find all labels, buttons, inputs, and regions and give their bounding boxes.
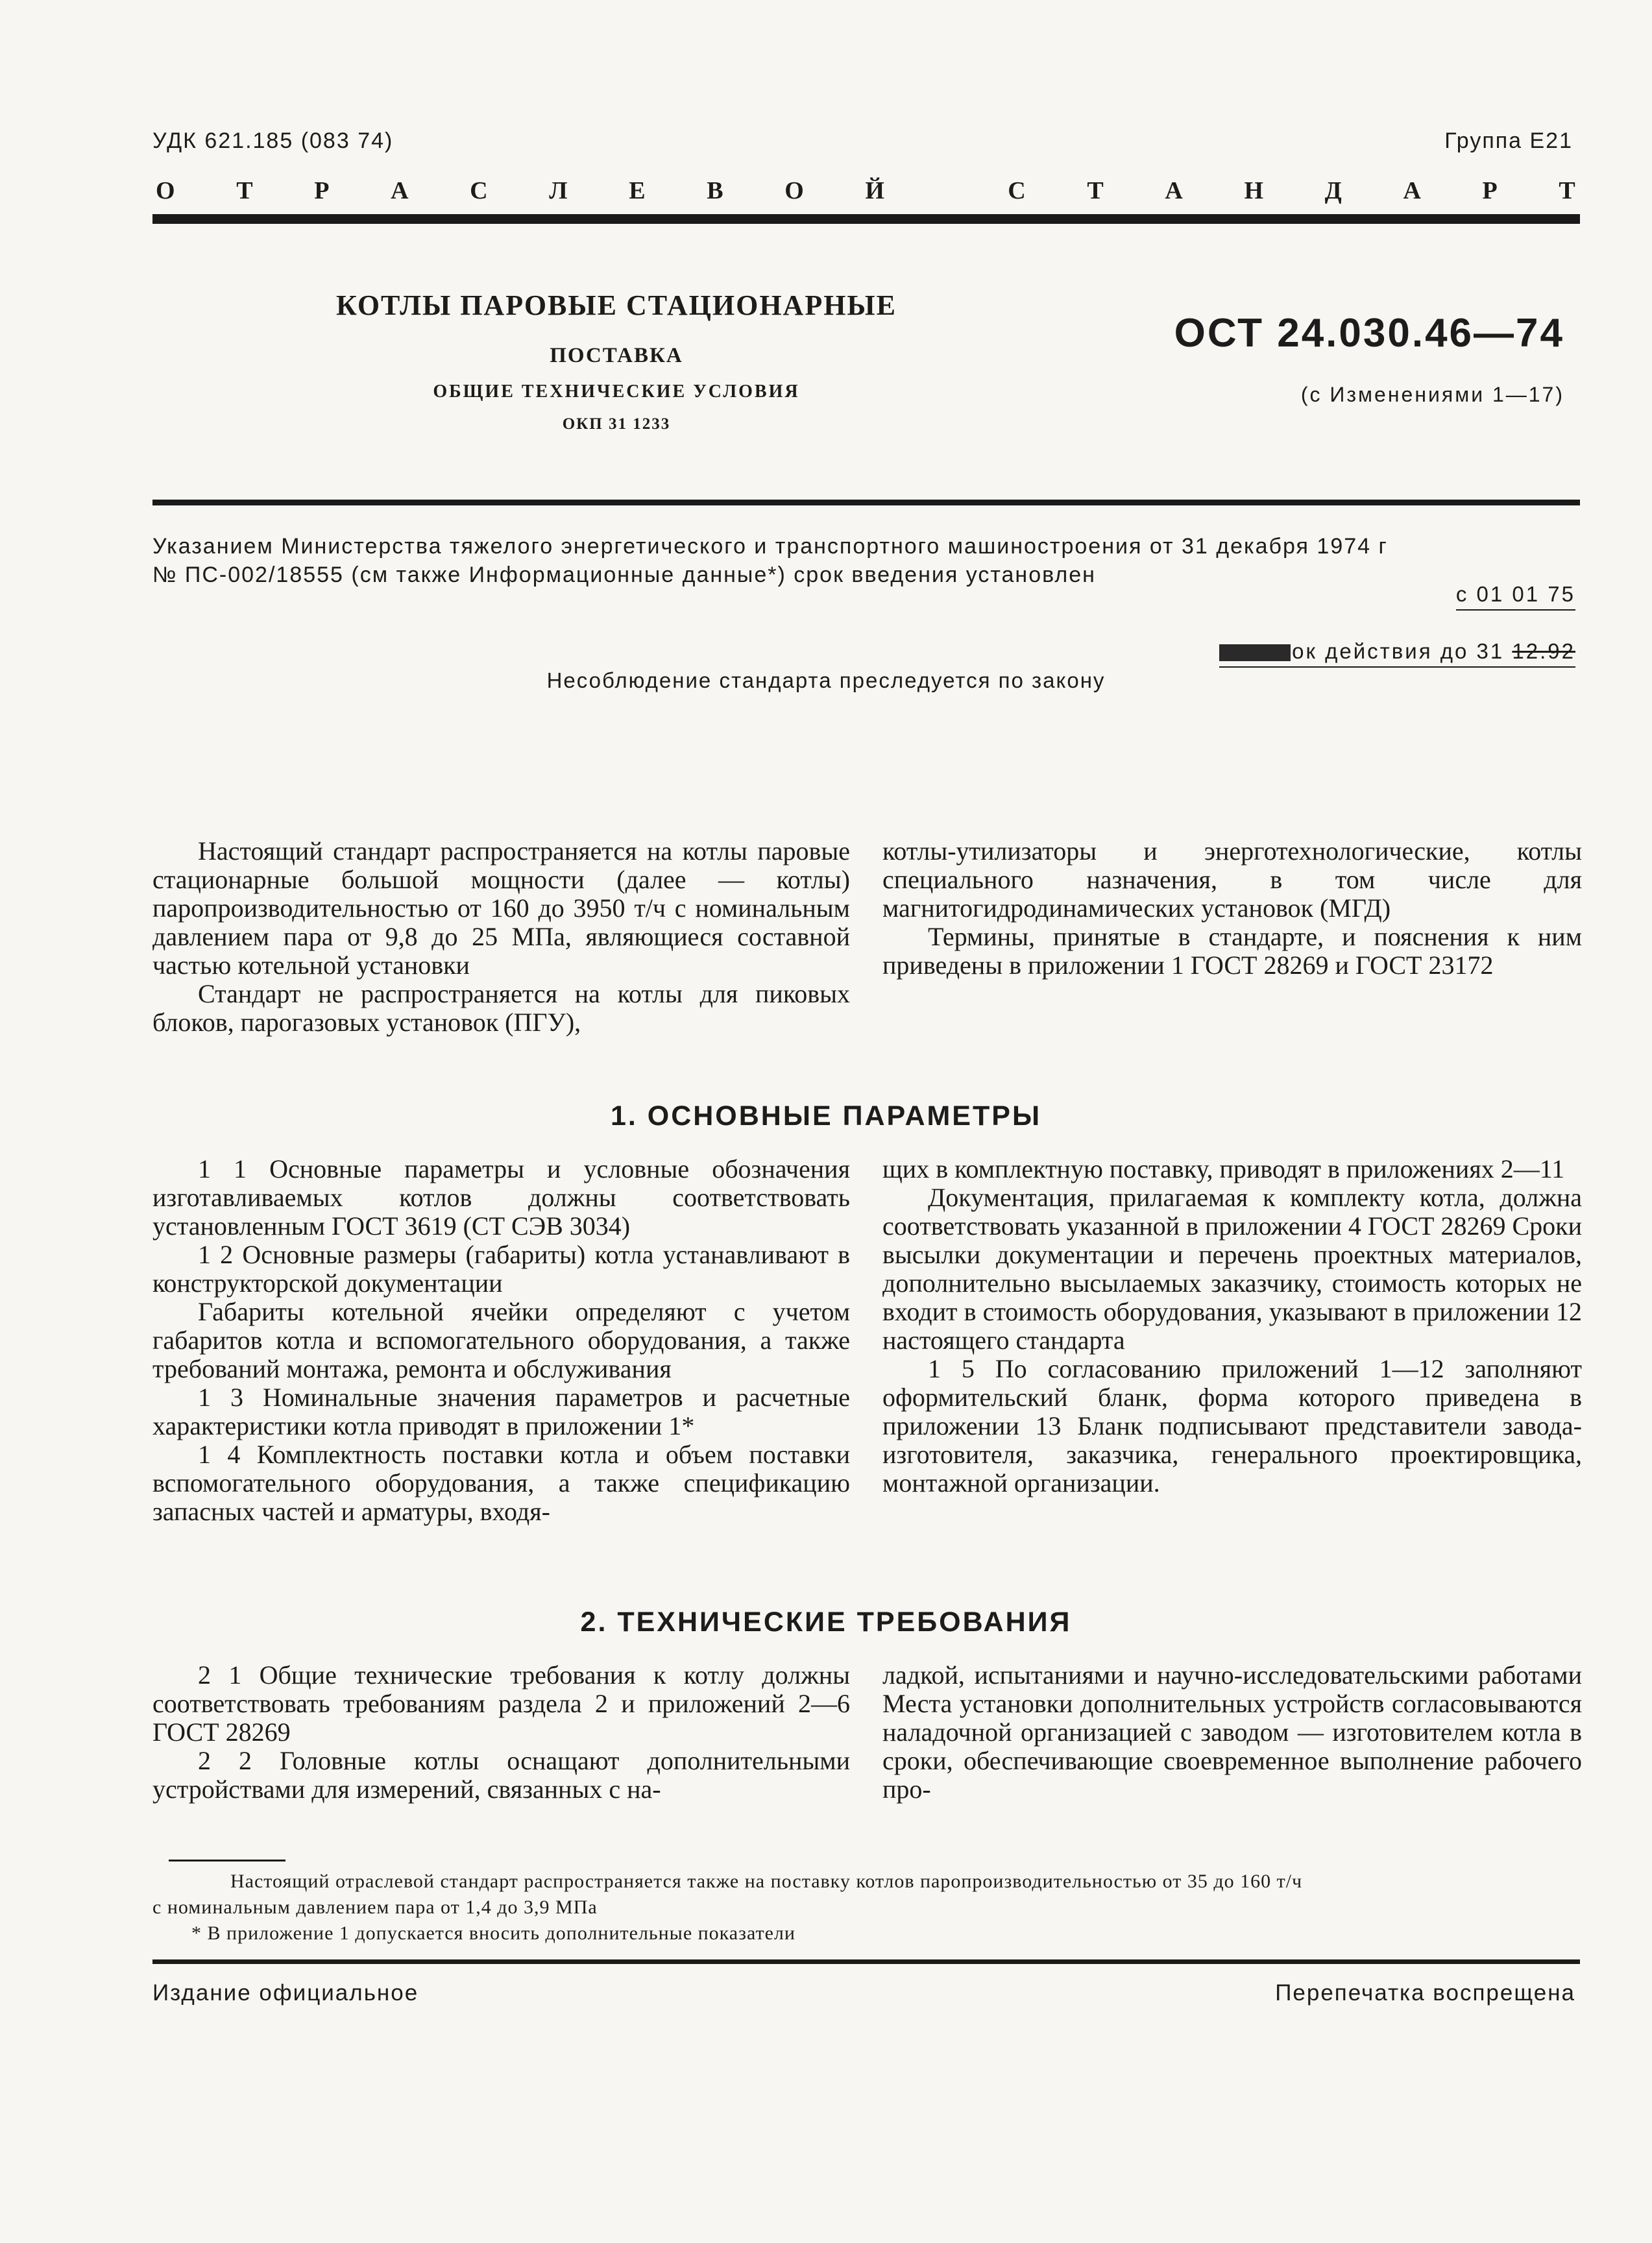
- intro-line-2: № ПС-002/18555 (см также Информационные данные*) срок введения установлен: [152, 563, 1096, 587]
- changes-note: (с Изменениями 1—17): [1300, 383, 1564, 406]
- header-rule: [152, 214, 1580, 224]
- spaced-letter: [946, 176, 947, 205]
- clause-paragraph: 1 2 Основные размеры (габариты) котла устанавливают в конструкторской документации: [152, 1240, 850, 1298]
- document-subtitle: ПОСТАВКА: [550, 344, 683, 367]
- spaced-letter: С: [1008, 177, 1026, 204]
- spaced-letter: О: [784, 177, 804, 204]
- ink-blot: [1219, 644, 1291, 661]
- clause-paragraph: 2 1 Общие технические требования к котлу должны соответствовать требованиям раздела 2 и приложений 2—6 ГОСТ 28269: [152, 1660, 850, 1747]
- okp-code: ОКП 31 1233: [562, 415, 671, 433]
- scope-right-column: [882, 837, 1582, 980]
- spaced-letter: В: [707, 177, 723, 204]
- clause-paragraph: 1 3 Номинальные значения параметров и расчетные характеристики котла приводят в приложении 1*: [152, 1383, 850, 1440]
- standard-type-spaced: [156, 176, 1575, 205]
- validity-struck-date: 12.92: [1512, 639, 1575, 663]
- section-2-left-column: [152, 1661, 850, 1804]
- section-1-left-column: [152, 1155, 850, 1526]
- spaced-letter: Д: [1324, 177, 1342, 204]
- document-subtitle-conditions: ОБЩИЕ ТЕХНИЧЕСКИЕ УСЛОВИЯ: [433, 382, 800, 402]
- spaced-letter: Н: [1244, 177, 1264, 204]
- validity-term: [1219, 639, 1575, 668]
- spaced-letter: Й: [865, 177, 884, 204]
- spaced-letter: С: [470, 177, 488, 204]
- title-rule: [152, 500, 1580, 505]
- spaced-letter: Т: [1087, 177, 1104, 204]
- group-code: Группа Е21: [1444, 128, 1573, 153]
- clause-paragraph: 1 5 По согласованию приложений 1—12 заполняют оформительский бланк, форма которого приведена в приложении 13 Бланк подписывают представители завода-изготовителя, заказчика, генерального проектировщика, монтажной организации.: [882, 1354, 1582, 1497]
- intro-line-1: Указанием Министерства тяжелого энергетического и транспортного машиностроения от 31 декабря 1974 г: [152, 534, 1388, 559]
- section-1-right-column: [882, 1155, 1582, 1497]
- spaced-letter: Р: [1482, 177, 1498, 204]
- footnotes: [152, 1869, 1580, 1946]
- clause-paragraph: Габариты котельной ячейки определяют с учетом габаритов котла и вспомогательного оборудования, а также требований монтажа, ремонта и обслуживания: [152, 1297, 850, 1383]
- clause-paragraph: Документация, прилагаемая к комплекту котла, должна соответствовать указанной в приложении 4 ГОСТ 28269 Сроки высылки документации и перечень проектных материалов, дополнительно высылаемых заказчику, стоимость которых не входит в стоимость оборудования, указывают в приложении 12 настоящего стандарта: [882, 1183, 1582, 1355]
- section-2-right-column: [882, 1661, 1582, 1804]
- scope-paragraph: котлы-утилизаторы и энерготехнологические, котлы специального назначения, в том числе для магнитогидродинамических установок (МГД): [882, 836, 1582, 923]
- official-edition-label: Издание официальное: [152, 1980, 419, 2006]
- reprint-prohibited-label: Перепечатка воспрещена: [1275, 1980, 1575, 2006]
- section-2-heading: 2. ТЕХНИЧЕСКИЕ ТРЕБОВАНИЯ: [580, 1606, 1072, 1638]
- section-1-heading: 1. ОСНОВНЫЕ ПАРАМЕТРЫ: [610, 1100, 1042, 1132]
- spaced-letter: А: [1403, 177, 1421, 204]
- spaced-letter: Л: [549, 177, 568, 204]
- clause-paragraph: щих в комплектную поставку, приводят в приложениях 2—11: [882, 1154, 1565, 1183]
- introduction-date: с 01 01 75: [1456, 582, 1575, 611]
- spaced-letter: Т: [236, 177, 253, 204]
- footnote-1-continued: с номинальным давлением пара от 1,4 до 3,9 МПа: [152, 1897, 598, 1918]
- scope-paragraph: Стандарт не распространяется на котлы для пиковых блоков, парогазовых установок (ПГУ),: [152, 979, 850, 1037]
- footnote-1: Настоящий отраслевой стандарт распространяется также на поставку котлов паропроизводительностью от 35 до 160 т/ч: [230, 1871, 1303, 1892]
- spaced-letter: Е: [629, 177, 646, 204]
- clause-paragraph: 1 1 Основные параметры и условные обозначения изготавливаемых котлов должны соответствовать установленным ГОСТ 3619 (СТ СЭВ 3034): [152, 1154, 850, 1241]
- spaced-letter: А: [391, 177, 409, 204]
- scope-paragraph: Термины, принятые в стандарте, и пояснения к ним приведены в приложении 1 ГОСТ 28269 и ГОСТ 23172: [882, 922, 1582, 980]
- footnote-rule: [169, 1860, 285, 1861]
- spaced-letter: О: [156, 177, 175, 204]
- footer-rule: [152, 1959, 1580, 1964]
- spaced-letter: Р: [314, 177, 330, 204]
- clause-paragraph: ладкой, испытаниями и научно-исследовательскими работами Места установки дополнительных устройств согласовываются наладочной организацией с заводом — изготовителем котла в сроки, обеспечивающие своевременное выполнение рабочего про-: [882, 1660, 1582, 1804]
- standard-designation: ОСТ 24.030.46—74: [1174, 311, 1564, 356]
- scope-paragraph: Настоящий стандарт распространяется на котлы паровые стационарные большой мощности (далее — котлы) паропроизводительностью от 160 до 3950 т/ч с номинальным давлением пара от 9,8 до 25 МПа, являющиеся составной частью котельной установки: [152, 836, 850, 980]
- clause-paragraph: 1 4 Комплектность поставки котла и объем поставки вспомогательного оборудования, а также спецификацию запасных частей и арматуры, входя-: [152, 1440, 850, 1526]
- validity-text: ок действия до 31: [1292, 639, 1505, 663]
- document-title: КОТЛЫ ПАРОВЫЕ СТАЦИОНАРНЫЕ: [336, 289, 897, 321]
- clause-paragraph: 2 2 Головные котлы оснащают дополнительными устройствами для измерений, связанных с на-: [152, 1746, 850, 1804]
- scope-left-column: [152, 837, 850, 1037]
- footnote-2: * В приложение 1 допускается вносить дополнительные показатели: [191, 1922, 796, 1944]
- spaced-letter: А: [1165, 177, 1183, 204]
- legal-warning: Несоблюдение стандарта преследуется по закону: [546, 668, 1106, 692]
- udk-code: УДК 621.185 (083 74): [152, 128, 394, 153]
- spaced-letter: Т: [1559, 177, 1575, 204]
- introduction-text: [152, 532, 1580, 589]
